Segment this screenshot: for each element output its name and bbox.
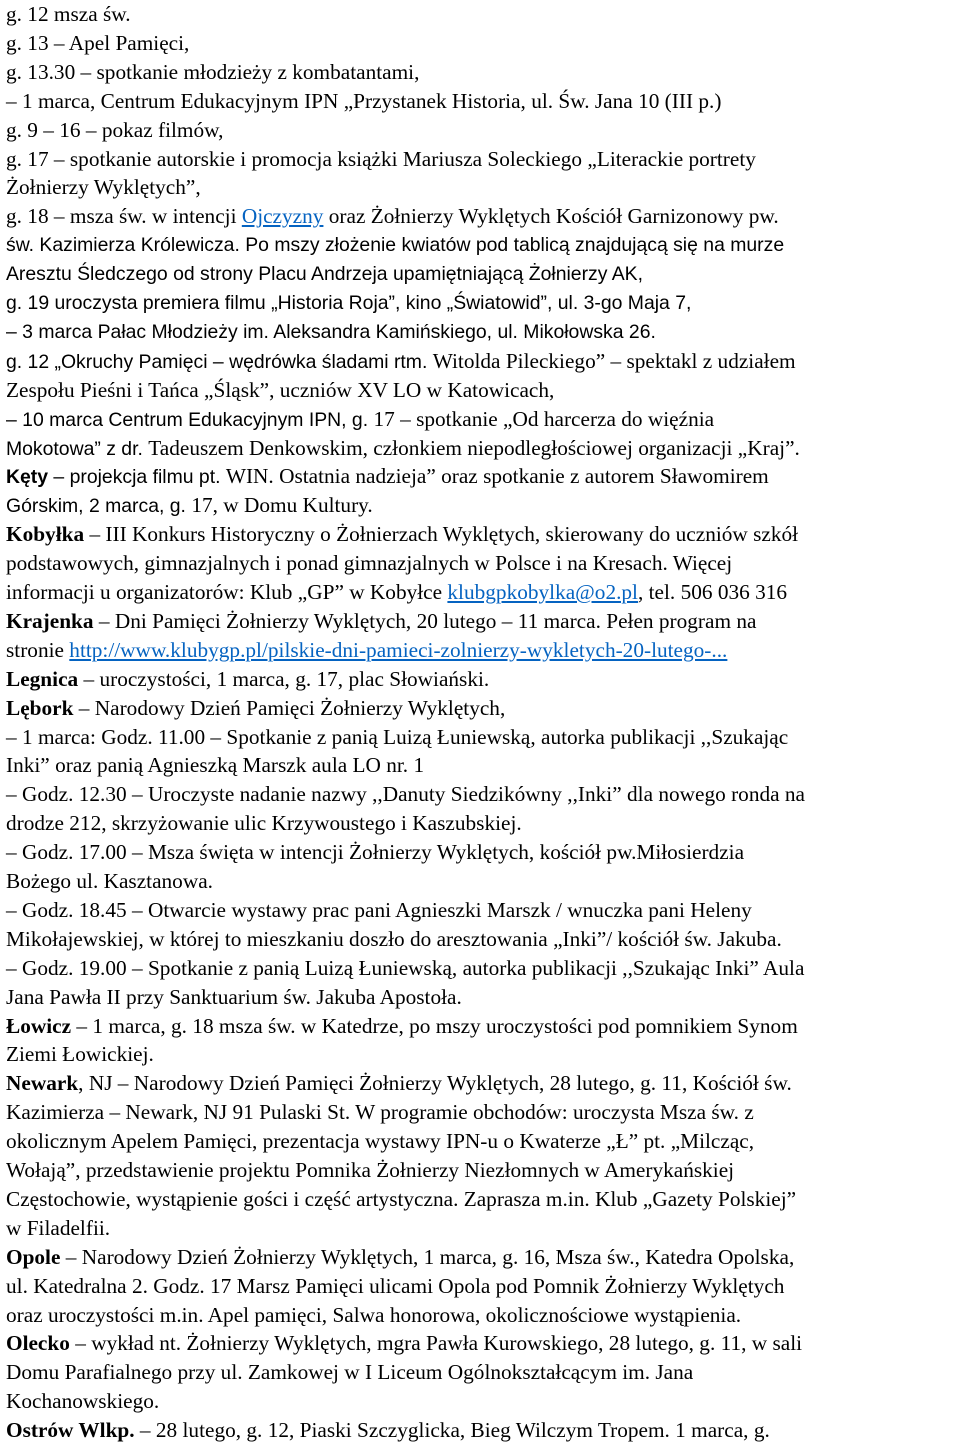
text-segment: Górskim, 2 marca, g. <box>6 495 192 518</box>
place-name: Krajenka <box>6 608 94 633</box>
text-line <box>6 1301 741 1330</box>
text-line <box>6 202 779 231</box>
text-segment: oraz Żołnierzy Wyklętych Kościół Garnizonowy pw. <box>323 204 779 229</box>
text-line <box>6 607 756 636</box>
text-line <box>6 665 489 694</box>
text-line <box>6 1069 792 1098</box>
text-segment: Tadeuszem Denkowskim, członkiem niepodległościowej organizacji „Kraj”. <box>148 435 800 460</box>
text-segment: w Filadelfii. <box>6 1215 111 1240</box>
text-line <box>6 1358 693 1387</box>
text-segment: g. 18 – msza św. w intencji <box>6 204 242 229</box>
text-segment: – Godz. 12.30 – Uroczyste nadanie nazwy ,,Danuty Siedzikówny ,,Inki” dla nowego ronda na <box>6 782 806 807</box>
text-segment: Częstochowie, wystąpienie gości i część artystyczna. Zaprasza m.in. Klub „Gazety Polskiej” <box>6 1186 797 1211</box>
text-segment: Wołają”, przedstawienie projektu Pomnika Żołnierzy Niezłomnych w Amerykańskiej <box>6 1158 735 1182</box>
text-line <box>6 145 756 174</box>
text-line <box>6 1098 754 1127</box>
text-line <box>6 87 721 116</box>
text-line <box>6 723 788 752</box>
text-segment: – 3 marca Pałac Młodzieży im. Aleksandra Kamińskiego, ul. Mikołowska 26. <box>6 320 656 343</box>
text-line <box>6 867 213 896</box>
text-segment: – uroczystości, 1 marca, g. 17, plac Słowiański. <box>78 666 490 691</box>
text-segment: Żołnierzy Wyklętych”, <box>6 175 201 200</box>
text-line <box>6 0 131 29</box>
text-segment: Kazimierza – Newark, NJ 91 Pulaski St. W programie obchodów: uroczysta Msza św. z <box>6 1100 754 1125</box>
text-line <box>6 1329 802 1358</box>
text-segment: – 10 marca Centrum Edukacyjnym IPN, g. <box>6 408 374 431</box>
text-line <box>6 1243 794 1272</box>
text-segment: Domu Parafialnego przy ul. Zamkowej w I Liceum Ogólnokształcącym im. Jana <box>6 1360 694 1385</box>
text-segment: św. Kazimierza Królewicza. Po mszy złożenie kwiatów pod tablicą znajdującą się na murze <box>6 234 785 257</box>
text-line <box>6 549 732 578</box>
place-name: Legnica <box>6 666 79 691</box>
text-line <box>6 578 787 607</box>
text-line <box>6 434 800 464</box>
text-line <box>6 1416 770 1445</box>
text-line <box>6 462 769 492</box>
text-segment: – Godz. 19.00 – Spotkanie z panią Luizą Łuniewską, autorka publikacji ,,Szukając Inki” Aula <box>6 955 805 980</box>
text-segment: g. 12 „Okruchy Pamięci – wędrówka śladami rtm. <box>6 350 433 373</box>
text-segment: Witolda Pileckiego” – spektakl z udziałem <box>432 348 796 373</box>
text-segment: 17, w Domu Kultury. <box>191 493 373 518</box>
text-segment: Kochanowskiego. <box>6 1389 160 1414</box>
text-segment: Bożego ul. Kasztanowa. <box>6 869 213 893</box>
text-line <box>6 838 744 867</box>
text-line <box>6 520 798 549</box>
text-segment: g. 17 – spotkanie autorskie i promocja książki Mariusza Soleckiego „Literackie portrety <box>6 146 756 171</box>
text-line <box>6 173 201 202</box>
place-name: Lębork <box>6 695 74 720</box>
text-segment: Ziemi Łowickiej. <box>6 1042 154 1067</box>
link[interactable]: Ojczyzny <box>241 204 324 229</box>
text-line <box>6 231 784 260</box>
text-segment: – 1 marca, Centrum Edukacyjnym IPN „Przystanek Historia, ul. Św. Jana 10 (III p.) <box>6 88 722 113</box>
place-name: Kobyłka <box>6 522 85 547</box>
text-segment: ul. Katedralna 2. Godz. 17 Marsz Pamięci ulicami Opola pod Pomnik Żołnierzy Wyklętych <box>6 1273 785 1298</box>
text-segment: 17 – spotkanie „Od harcerza do więźnia <box>373 406 715 431</box>
text-segment: Aresztu Śledczego od strony Placu Andrzeja upamiętniającą Żołnierzy AK, <box>6 263 644 286</box>
text-segment: Zespołu Pieśni i Tańca „Śląsk”, uczniów XV LO w Katowicach, <box>6 377 555 402</box>
text-line <box>6 1012 798 1041</box>
place-name: Opole <box>6 1244 61 1269</box>
text-line <box>6 116 223 145</box>
text-line <box>6 1185 796 1214</box>
text-line <box>6 1387 159 1416</box>
text-segment: – Godz. 18.45 – Otwarcie wystawy prac pani Agnieszki Marszk / wnuczka pani Heleny <box>6 897 752 922</box>
link[interactable]: http://www.klubygp.pl/pilskie-dni-pamieci-zolnierzy-wykletych-20-lutego-... <box>69 637 728 662</box>
text-line <box>6 58 419 87</box>
text-line <box>6 983 462 1012</box>
place-name: Olecko <box>6 1331 70 1356</box>
text-segment: Mikołajewskiej, w której to mieszkaniu doszło do aresztowania „Inki”/ kościół św. Jakuba. <box>6 926 782 951</box>
text-line <box>6 376 554 405</box>
text-line <box>6 289 691 318</box>
text-segment: podstawowych, gimnazjalnych i ponad gimnazjalnych w Polsce i na Kresach. Więcej <box>6 551 733 576</box>
text-segment: – projekcja filmu pt. <box>48 466 226 489</box>
text-segment: Mokotowa” z dr. <box>6 437 149 460</box>
text-line <box>6 1272 784 1301</box>
text-segment: drodze 212, skrzyżowanie ulic Krzywoustego i Kaszubskiej. <box>6 811 522 836</box>
text-segment: g. 13 – Apel Pamięci, <box>6 30 190 55</box>
text-segment: – Narodowy Dzień Pamięci Żołnierzy Wyklętych, <box>73 695 506 720</box>
text-segment: – Godz. 17.00 – Msza święta w intencji Żołnierzy Wyklętych, kościół pw.Miłosierdzia <box>6 840 745 865</box>
text-segment: informacji u organizatorów: Klub „GP” w Kobyłce <box>6 580 448 604</box>
text-segment: WIN. Ostatnia nadzieja” oraz spotkanie z autorem Sławomirem <box>225 464 769 489</box>
link[interactable]: klubgpkobylka@o2.pl <box>447 580 638 604</box>
text-line <box>6 1127 754 1156</box>
text-line <box>6 954 804 983</box>
text-line <box>6 809 522 838</box>
text-line <box>6 29 189 58</box>
place-name: Newark <box>6 1071 79 1096</box>
text-segment: – III Konkurs Historyczny o Żołnierzach Wyklętych, skierowany do uczniów szkół <box>84 522 799 547</box>
text-segment: g. 9 – 16 – pokaz filmów, <box>6 117 224 142</box>
text-segment: , tel. 506 036 316 <box>637 580 788 604</box>
text-line <box>6 318 656 347</box>
text-segment: – wykład nt. Żołnierzy Wyklętych, mgra Pawła Kurowskiego, 28 lutego, g. 11, w sali <box>69 1331 803 1356</box>
text-segment: – 1 marca, g. 18 msza św. w Katedrze, po mszy uroczystości pod pomnikiem Synom <box>71 1013 798 1038</box>
text-line <box>6 636 727 665</box>
text-line <box>6 896 752 925</box>
text-segment: oraz uroczystości m.in. Apel pamięci, Salwa honorowa, okolicznościowe wystąpienia. <box>6 1302 742 1327</box>
text-segment: – Narodowy Dzień Żołnierzy Wyklętych, 1 marca, g. 16, Msza św., Katedra Opolska, <box>60 1244 795 1269</box>
text-segment: , NJ – Narodowy Dzień Pamięci Żołnierzy Wyklętych, 28 lutego, g. 11, Kościół św. <box>78 1071 792 1096</box>
text-line <box>6 260 643 289</box>
text-line <box>6 405 714 435</box>
text-line <box>6 1214 110 1243</box>
text-line <box>6 347 796 377</box>
text-segment: g. 13.30 – spotkanie młodzieży z kombatantami, <box>6 59 420 84</box>
place-name: Kęty <box>6 466 49 489</box>
text-segment: – Dni Pamięci Żołnierzy Wyklętych, 20 lutego – 11 marca. Pełen program na <box>93 608 757 633</box>
text-segment: okolicznym Apelem Pamięci, prezentacja wystawy IPN-u o Kwaterze „Ł” pt. „Milcząc, <box>6 1129 755 1154</box>
text-line <box>6 925 782 954</box>
text-segment: – 28 lutego, g. 12, Piaski Szczyglicka, Bieg Wilczym Tropem. 1 marca, g. <box>134 1418 770 1443</box>
text-line <box>6 751 424 780</box>
text-segment: Jana Pawła II przy Sanktuarium św. Jakuba Apostoła. <box>6 984 462 1009</box>
text-line <box>6 780 805 809</box>
text-line <box>6 694 505 723</box>
text-line <box>6 1040 154 1069</box>
place-name: Łowicz <box>6 1013 72 1038</box>
text-segment: Inki” oraz panią Agnieszką Marszk aula LO nr. 1 <box>6 753 425 778</box>
text-line <box>6 1156 734 1185</box>
place-name: Ostrów Wlkp. <box>6 1418 135 1443</box>
text-segment: – 1 marca: Godz. 11.00 – Spotkanie z panią Luizą Łuniewską, autorka publikacji ,,Szukając <box>6 724 789 749</box>
text-line <box>6 491 373 521</box>
text-segment: g. 12 msza św. <box>6 2 131 26</box>
text-segment: g. 19 uroczysta premiera filmu „Historia Roja”, kino „Światowid”, ul. 3-go Maja 7, <box>6 292 692 314</box>
text-segment: stronie <box>6 637 70 662</box>
